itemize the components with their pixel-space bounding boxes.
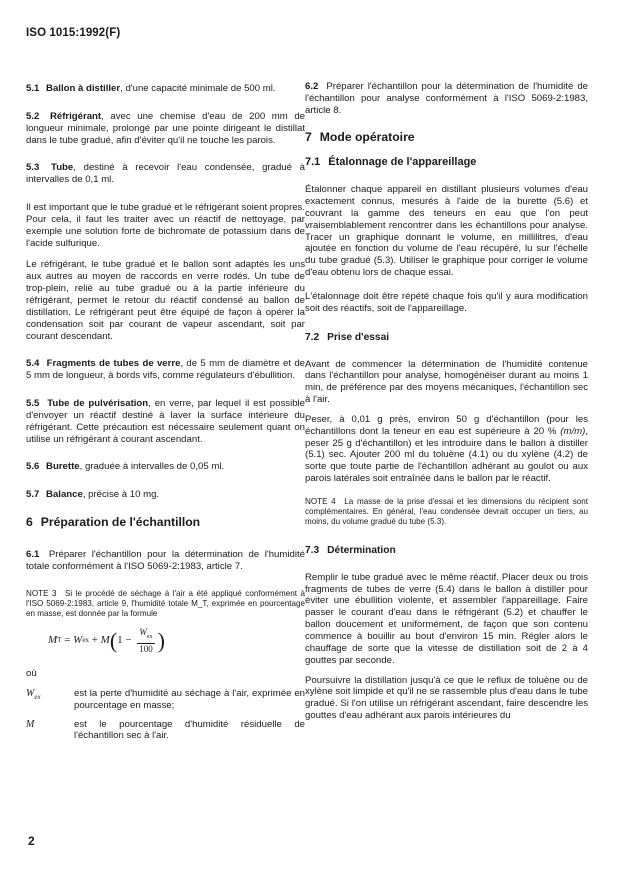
clause-5-4 [26, 358, 305, 382]
clause-number: 6.1 [26, 548, 40, 560]
clause-number: 5.4 [26, 358, 40, 370]
symbol-letter: W [26, 687, 35, 699]
paragraph-cleaning: Il est important que le tube gradué et le réfrigérant soient propres. Pour cela, il faut les traiter avec un réactif de nettoyage, par exemple une solution forte de bichromate de potassium dans de l'acide sulfurique. [26, 202, 305, 249]
subsection-number: 7.3 [305, 544, 320, 556]
clause-5-3 [26, 162, 305, 186]
note-4 [305, 497, 588, 527]
clause-text: , d'une capacité minimale de 500 ml. [120, 83, 276, 94]
fraction-denominator: 100 [139, 644, 153, 655]
clause-number: 6.2 [305, 81, 319, 92]
definition-text: est la perte d'humidité au séchage à l'air, exprimée en pourcentage en masse; [74, 687, 305, 711]
formula-one: 1 − [117, 634, 135, 647]
clause-term: Tube de pulvérisation [47, 398, 149, 410]
subsection-number: 7.2 [305, 331, 320, 343]
subsection-number: 7.1 [305, 156, 321, 169]
definition-text: est le pourcentage d'humidité résiduelle de l'échantillon sec à l'air. [74, 718, 305, 742]
clause-number: 5.5 [26, 398, 40, 410]
clause-6-1 [26, 549, 305, 573]
formula-fraction [137, 627, 154, 656]
paragraph-recalibration: L'étalonnage doit être répété chaque fois qu'il y aura modification soit des réactifs, soit de l'appareillage. [305, 290, 588, 314]
open-paren-symbol: ( [109, 628, 118, 654]
clause-term: Réfrigérant [49, 110, 102, 122]
clause-term: Ballon à distiller [46, 83, 121, 94]
section-title: Préparation de l'échantillon [40, 515, 201, 530]
formula-lhs: M [48, 634, 58, 647]
clause-6-2 [305, 81, 588, 117]
formula-plus: + [88, 634, 101, 647]
formula-w-subscript: ex [82, 636, 89, 645]
definition-symbol [26, 719, 74, 743]
section-number: 6 [26, 515, 33, 530]
where-label: où [26, 668, 37, 680]
standard-header: ISO 1015:1992(F) [26, 27, 121, 39]
clause-5-7 [26, 489, 305, 501]
right-column [305, 81, 588, 722]
clause-5-5 [26, 398, 305, 445]
section-heading-6 [26, 517, 305, 529]
clause-text: , en verre, par lequel il est possible d'envoyer un réactif destiné à laver la surface intérieure du réfrigérant. Cette précaution est nécessaire seulement quant on utilise un réfrigérant à courant ascendant. [26, 398, 306, 445]
clause-text: Préparer l'échantillon pour la détermination de l'humidité totale conformément à l'ISO 5069-2:1983, article 7. [26, 548, 305, 572]
note-tag: NOTE 3 [26, 588, 57, 598]
numerator-subscript: ex [146, 633, 153, 640]
paragraph-determination: Remplir le tube gradué avec le même réactif. Placer deux ou trois fragments de tubes de verre (5.4) dans le ballon à distiller pour éviter une ébullition violente, et assembler l'appareillage. Faire passer le courant d'eau dans le réfrigérant (5.2) et chauffer le ballon doucement et uniformément, de façon que son contenu commence à bouillir au bout d'environ 15 min. Régler alors le chauffage de sorte que la vitesse de distillation soit de 2 à 4 gouttes par seconde. [305, 571, 588, 666]
fraction-numerator [137, 627, 154, 645]
paragraph-homogenize: Avant de commencer la détermination de l'humidité contenue dans l'échantillon pour analyse, homogénéiser durant au moins 1 min, de préférence par des moyens mécaniques, l'échantillon sec à l'air. [305, 358, 588, 406]
note-text: La masse de la prise d'essai et les dimensions du récipient sont complémentaires. En général, l'eau condensée devrait occuper un tiers, au moins, du volume gradué du tube (5.3). [305, 496, 589, 526]
definition-symbol [26, 688, 74, 712]
moisture-formula [48, 627, 305, 656]
clause-text: , destiné à recevoir l'eau condensée, gradué à intervalles de 0,1 ml. [26, 162, 305, 186]
clause-term: Burette [46, 461, 80, 473]
numerator-symbol: W [139, 626, 147, 637]
formula-w: W [73, 634, 83, 647]
definition-list [26, 688, 305, 742]
clause-term: Balance [46, 489, 83, 501]
clause-term: Tube [51, 162, 74, 174]
clause-number: 5.6 [26, 461, 40, 473]
clause-5-1 [26, 83, 305, 95]
page-number: 2 [28, 834, 35, 848]
clause-text: , avec une chemise d'eau de 200 mm de longueur minimale, prolongé par une pointe dirigeant le distillat dans le tube gradué, afin d'éviter qu'il ne touche les parois. [26, 110, 305, 146]
subsection-title: Prise d'essai [327, 331, 390, 343]
clause-number: 5.3 [26, 162, 40, 174]
subsection-title: Étalonnage de l'appareillage [328, 156, 477, 169]
mass-ratio: (m/m) [560, 425, 586, 437]
symbol-subscript: ex [34, 692, 41, 701]
formula-equals: = [61, 634, 74, 647]
clause-text: Préparer l'échantillon pour la détermination de l'humidité de l'échantillon pour analyse conformément à l'ISO 5069-2:1983, article 8. [305, 81, 588, 116]
clause-5-6 [26, 461, 305, 473]
note-text: Si le procédé de séchage à l'air a été appliqué conformément à l'ISO 5069-2:1983, article 9, l'humidité totale M_T, exprimée en pourcentage en masse, est donnée par la formule [26, 588, 306, 618]
close-paren-symbol: ) [157, 628, 165, 654]
formula-m: M [100, 634, 110, 647]
note-3 [26, 589, 305, 619]
subsection-heading-7-1 [305, 157, 588, 169]
clause-text: , de 5 mm de diamètre et de 5 mm de longueur, à bords vifs, comme régulateurs d'ébullition. [26, 358, 306, 382]
section-number: 7 [305, 129, 312, 144]
paragraph-calibration: Étalonner chaque appareil en distillant plusieurs volumes d'eau exactement connus, mesurés à l'aide de la burette (5.6) et couvrant la gamme des teneurs en eau que l'on peut vraisemblablement rencontrer dans les échantillons pour analyse. Tracer un graphique donnant le volume, en millilitres, d'eau ajoutée en fonction du volume de l'eau récupéré, lu sur l'échelle du tube gradué (5.3). Utiliser le graphique pour corriger le volume d'eau obtenu lors de chaque essai. [305, 184, 588, 279]
paragraph-continue-distillation: Poursuivre la distillation jusqu'à ce que le reflux de toluène ou de xylène soit limpide et qu'il ne se rassemble plus d'eau dans le tube gradué. Si l'on utilise un réfrigérant ascendant, faire descendre les gouttes d'eau adhérant aux parois intérieures du [305, 674, 588, 722]
section-title: Mode opératoire [319, 129, 415, 144]
clause-term: Fragments de tubes de verre [46, 358, 181, 370]
left-column [26, 83, 305, 749]
subsection-heading-7-2 [305, 332, 588, 344]
clause-text: , précise à 10 mg. [82, 489, 160, 501]
subsection-heading-7-3 [305, 545, 588, 557]
clause-text: , graduée à intervalles de 0,05 ml. [79, 461, 225, 473]
note-tag: NOTE 4 [305, 496, 336, 506]
section-heading-7 [305, 129, 588, 144]
weigh-text-1: Peser, à 0,01 g près, environ 50 g d'échantillon (pour les échantillons dont la teneur en eau est supérieure à 20 % [305, 413, 588, 437]
paragraph-assembly: Le réfrigérant, le tube gradué et le ballon sont adaptés les uns aux autres au moyen de raccords en verre rodés. Un tube de trop-plein, relié au tube gradué ou à la partie inférieure du réfrigérant, permet le retour du réactif condensé au ballon de distillation. Le réfrigérant peut être équipé de façon à opérer la condensation soit par courant de vapeur ascendant, soit par courant descendant. [26, 259, 305, 342]
clause-5-2 [26, 111, 305, 147]
definition-item [26, 688, 305, 712]
paragraph-weigh [305, 414, 588, 485]
clause-number: 5.2 [26, 110, 40, 122]
clause-number: 5.7 [26, 489, 40, 501]
definition-item [26, 719, 305, 743]
formula-lhs-subscript: T [57, 636, 62, 645]
clause-number: 5.1 [26, 83, 40, 94]
weigh-text-2: , peser 25 g d'échantillon) et les introduire dans le ballon à distiller (5.1) sec. Ajouter 200 ml du toluène (4.1) ou du xylène (4.2) de sorte que toute partie de l'échantillon adhérant au goulot ou aux parois latérales soit entraînée dans le ballon par le réactif. [305, 425, 588, 485]
symbol-letter: M [26, 718, 35, 730]
subsection-title: Détermination [327, 544, 396, 556]
